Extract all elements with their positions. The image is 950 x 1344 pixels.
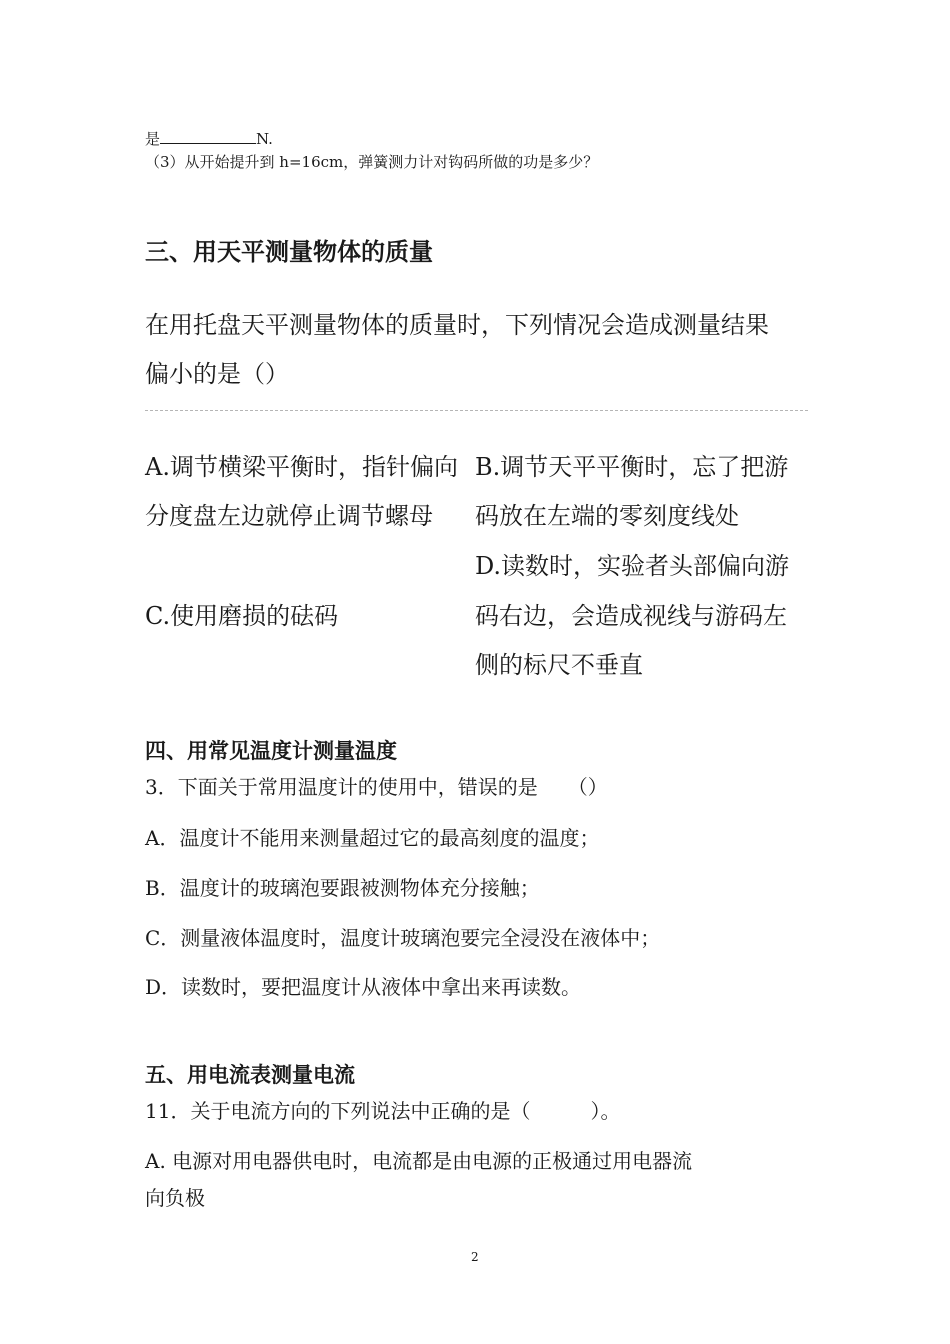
section3-option-d-line2: 码右边，会造成视线与游码左 <box>475 602 787 630</box>
section3-question-line2: 偏小的是（） <box>145 360 289 388</box>
section3-option-a-line1: A.调节横梁平衡时，指针偏向 <box>145 453 458 481</box>
section5-heading: 五、用电流表测量电流 <box>145 1062 355 1087</box>
section4-option-d: D．读数时，要把温度计从液体中拿出来再读数。 <box>145 975 582 999</box>
section3-option-b-line1: B.调节天平平衡时，忘了把游 <box>475 453 789 481</box>
section3-option-b-line2: 码放在左端的零刻度线处 <box>475 502 739 530</box>
section4-option-a: A．温度计不能用来测量超过它的最高刻度的温度； <box>145 826 600 850</box>
section5-question: 11．关于电流方向的下列说法中正确的是（ ）。 <box>145 1099 621 1123</box>
section3-heading: 三、用天平测量物体的质量 <box>145 237 433 266</box>
top-answer-suffix: N. <box>256 130 273 148</box>
section3-question-line1: 在用托盘天平测量物体的质量时，下列情况会造成测量结果 <box>145 311 769 339</box>
section3-option-a-line2: 分度盘左边就停止调节螺母 <box>145 502 433 530</box>
top-answer-prefix: 是 <box>145 130 161 148</box>
section4-question: 3．下面关于常用温度计的使用中，错误的是 （） <box>145 775 608 799</box>
section3-option-d-line3: 侧的标尺不垂直 <box>475 651 643 679</box>
dashed-divider <box>145 410 808 411</box>
section3-option-c: C.使用磨损的砝码 <box>145 602 339 630</box>
top-subquestion: （3）从开始提升到 h=16cm，弹簧测力计对钩码所做的功是多少？ <box>145 153 599 171</box>
section4-heading: 四、用常见温度计测量温度 <box>145 738 397 763</box>
top-answer-line <box>145 128 273 149</box>
section4-option-c: C．测量液体温度时，温度计玻璃泡要完全浸没在液体中； <box>145 926 661 950</box>
section3-option-d-line1: D.读数时，实验者头部偏向游 <box>475 552 790 580</box>
answer-blank <box>160 129 256 144</box>
page-number: 2 <box>471 1250 479 1264</box>
section4-option-b: B．温度计的玻璃泡要跟被测物体充分接触； <box>145 876 540 900</box>
section5-option-a-line1: A. 电源对用电器供电时，电流都是由电源的正极通过用电器流 <box>145 1149 693 1173</box>
section5-option-a-line2: 向负极 <box>145 1186 205 1210</box>
